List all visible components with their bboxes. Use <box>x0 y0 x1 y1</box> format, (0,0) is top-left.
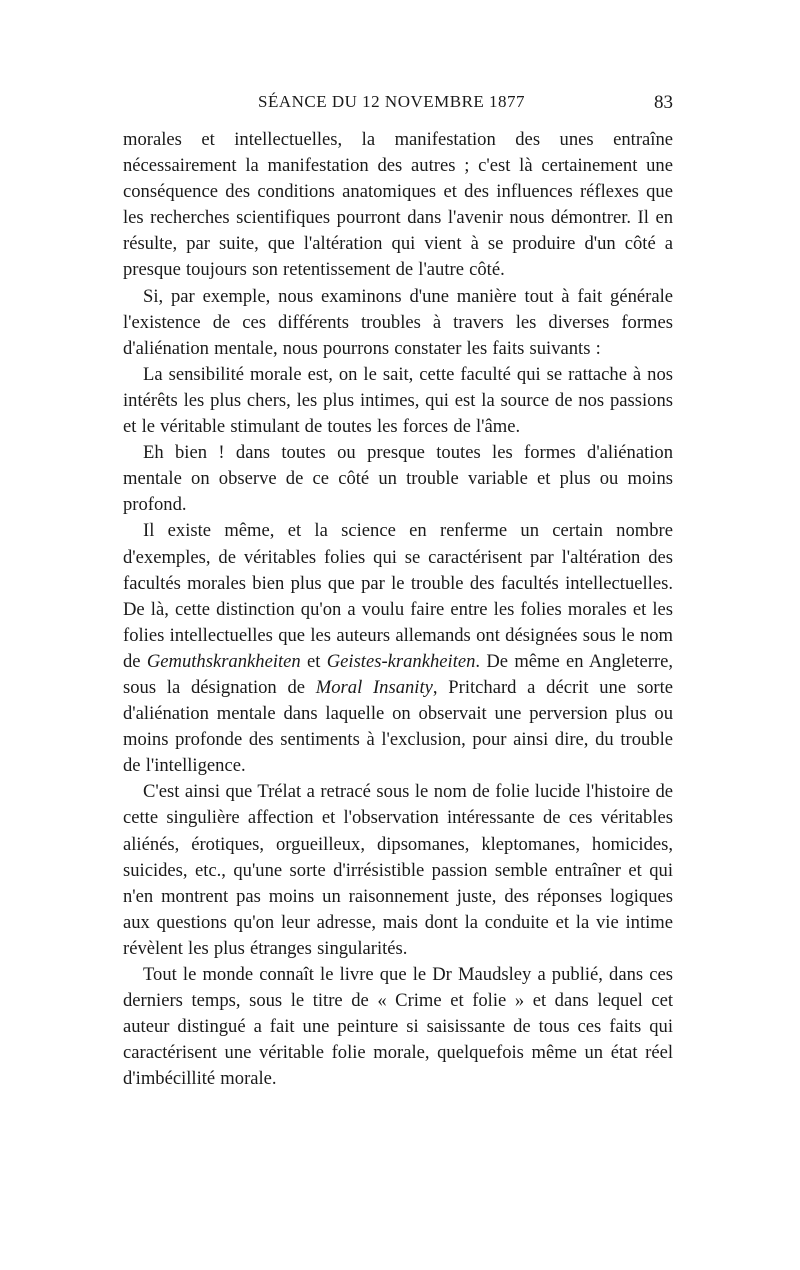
italic-term: Geistes-krankheiten <box>326 650 476 672</box>
text-segment: Tout le monde connaît le livre que le Dr Maudsley a publié, dans ces derniers temps, sous le titre de « Crime et folie » et dans lequel cet auteur distingué a fait une peinture si saisissante de tous ces faits qui caractérisent une véritable folie morale, quelquefois même un état réel d'imbécillité morale. <box>123 964 673 1090</box>
italic-term: Gemuthskrankheiten <box>146 650 301 672</box>
running-title: SÉANCE DU 12 NOVEMBRE 1877 <box>258 92 526 111</box>
paragraph <box>123 440 673 518</box>
paragraph <box>123 962 673 1092</box>
paragraph <box>123 127 673 284</box>
paragraph <box>123 779 673 962</box>
text-segment: Si, par exemple, nous examinons d'une manière tout à fait générale l'existence de ces différents troubles à travers les diverses formes d'aliénation mentale, nous pourrons constater les faits suivants : <box>123 285 673 359</box>
italic-term: Moral Insanity <box>315 676 433 698</box>
text-segment: Il existe même, et la science en renferme un certain nombre d'exemples, de véritables folies qui se caractérisent par l'altération des facultés morales bien plus que par le trouble des facultés intellectuelles. De là, cette distinction qu'on a voulu faire entre les folies morales et les folies intellectuelles que les auteurs allemands ont désignées sous le nom de <box>123 520 673 672</box>
running-head <box>123 92 673 116</box>
text-segment: et <box>300 650 327 672</box>
text-segment: . De même en Angleterre, sous la désignation de <box>123 650 673 698</box>
page-number: 83 <box>654 92 673 113</box>
text-segment: C'est ainsi que Trélat a retracé sous le nom de folie lucide l'histoire de cette singulière affection et l'observation intéressante de ces véritables aliénés, érotiques, orgueilleux, dipsomanes, kleptomanes, homicides, suicides, etc., qu'une sorte d'irrésistible passion semble entraîner et qui n'en montrent pas moins un raisonnement juste, des réponses logiques aux questions qu'on leur adresse, mais dont la conduite et la vie intime révèlent les plus étranges singularités. <box>123 781 673 959</box>
paragraph <box>123 518 673 779</box>
text-segment: , Pritchard a décrit une sorte d'aliénation mentale dans laquelle on observait une perversion plus ou moins profonde des sentiments à l'exclusion, pour ainsi dire, du trouble de l'intelligence. <box>123 676 673 777</box>
paragraph <box>123 284 673 362</box>
body-text <box>123 127 673 1092</box>
paragraph <box>123 362 673 440</box>
text-segment: Eh bien ! dans toutes ou presque toutes les formes d'aliénation mentale on observe de ce côté un trouble variable et plus ou moins profond. <box>123 442 673 516</box>
text-segment: morales et intellectuelles, la manifestation des unes entraîne nécessairement la manifestation des autres ; c'est là certainement une conséquence des conditions anatomiques et des influences réflexes que les recherches scientifiques pourront dans l'avenir nous démontrer. Il en résulte, par suite, que l'altération qui vient à se produire d'un côté a presque toujours son retentissement de l'autre côté. <box>123 129 673 281</box>
text-segment: La sensibilité morale est, on le sait, cette faculté qui se rattache à nos intérêts les plus chers, les plus intimes, qui est la source de nos passions et le véritable stimulant de toutes les forces de l'âme. <box>123 363 673 438</box>
